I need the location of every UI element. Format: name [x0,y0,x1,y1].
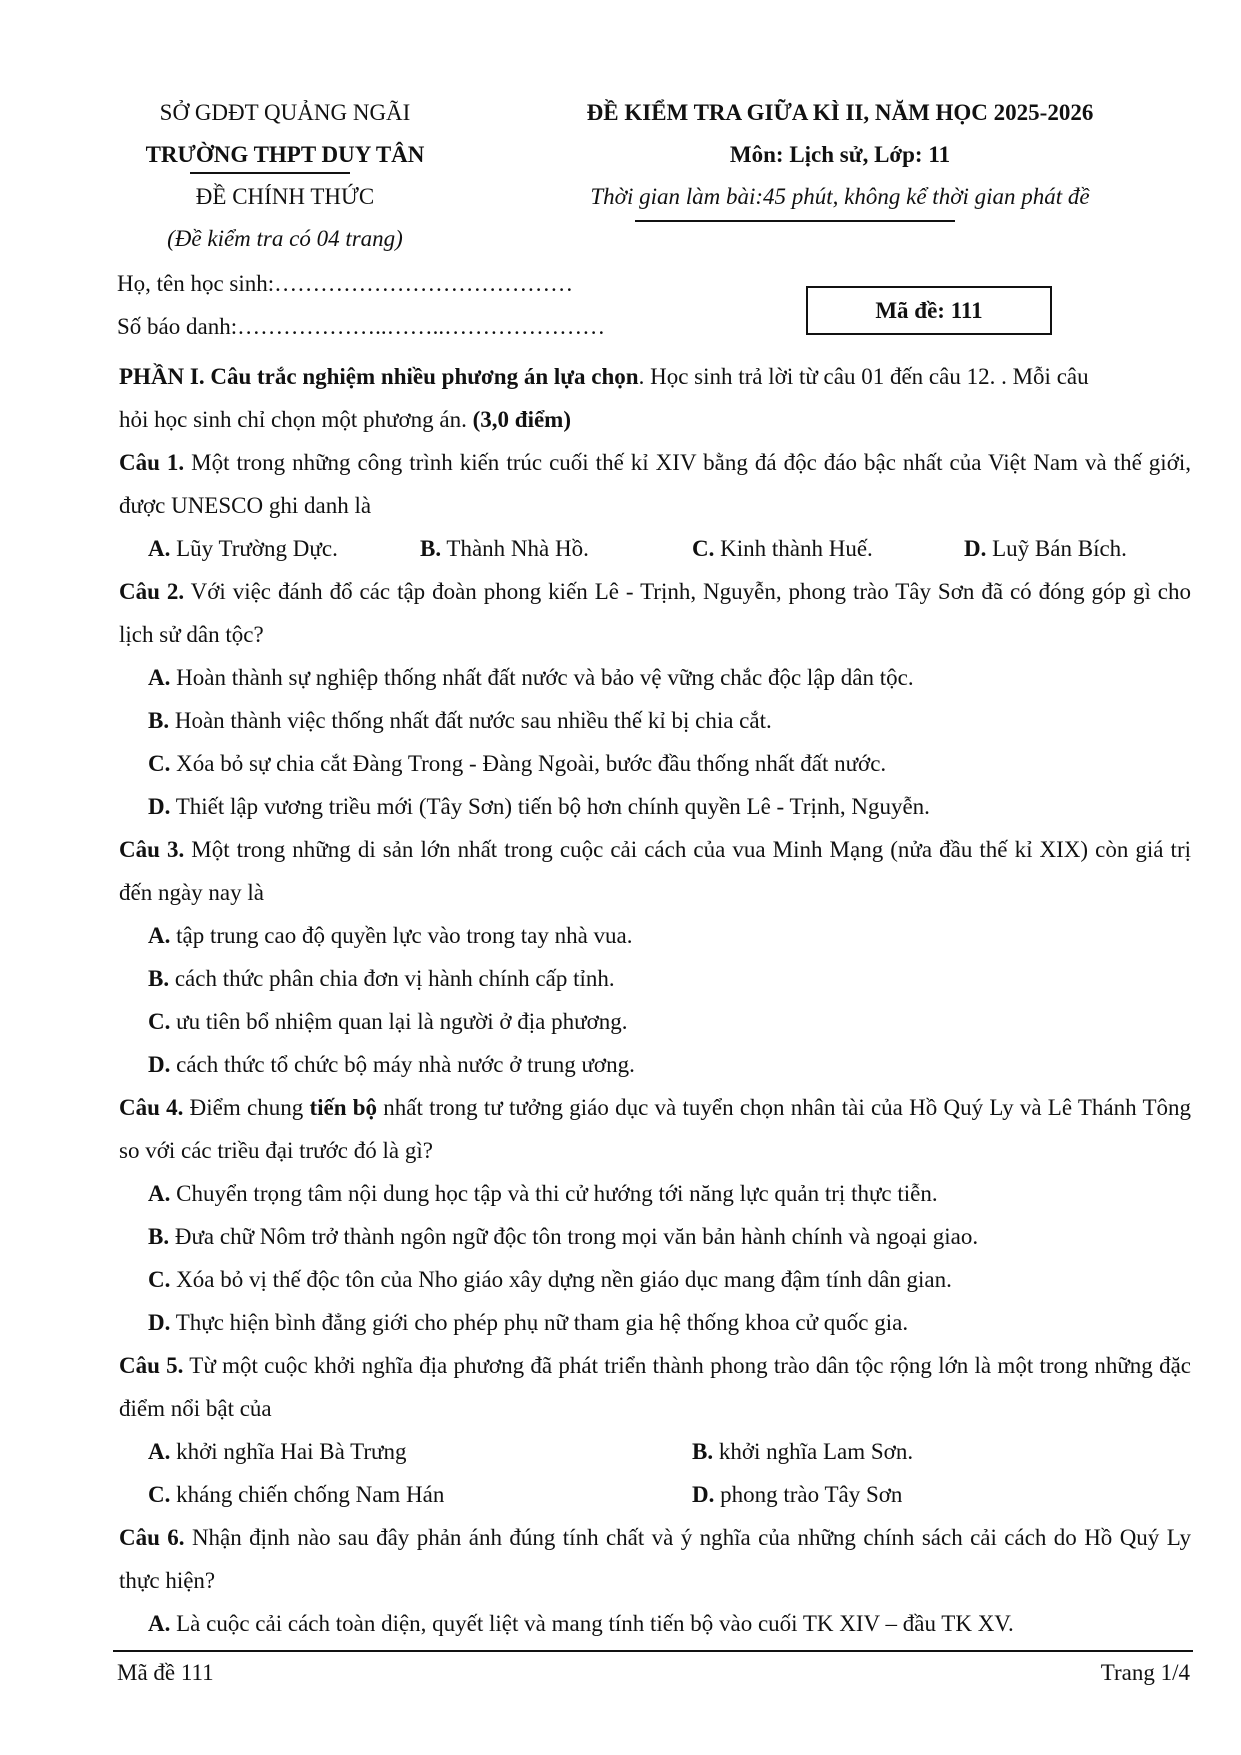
option-text: Hoàn thành sự nghiệp thống nhất đất nước và bảo vệ vững chắc độc lập dân tộc. [170,665,914,690]
option-label: C. [148,751,171,776]
question-emphasis: tiến bộ [309,1095,378,1120]
school-name: TRƯỜNG THPT DUY TÂN [145,142,425,167]
student-id-field: Số báo danh:………………..……..………………… [117,314,606,339]
option-label: D. [692,1482,715,1507]
option-label: A. [148,1439,171,1464]
question-text: Điểm chung [183,1095,310,1120]
option-text: Xóa bỏ sự chia cắt Đàng Trong - Đàng Ngoài, bước đầu thống nhất đất nước. [170,751,887,776]
question-label: Câu 1. [119,450,185,475]
option-label: A. [148,1611,171,1636]
option-label: C. [692,536,715,561]
option-3c[interactable] [148,1000,628,1043]
part1-title: PHẦN I. Câu trắc nghiệm nhiều phương án lựa chọn [119,364,639,389]
student-name-field: Họ, tên học sinh:………………………………… [117,271,574,296]
option-label: B. [148,966,170,991]
option-label: C. [148,1267,171,1292]
option-label: A. [148,923,171,948]
option-text: Thực hiện bình đẳng giới cho phép phụ nữ tham gia hệ thống khoa cử quốc gia. [170,1310,909,1335]
question-5 [119,1344,1191,1430]
option-text: Lũy Trường Dực. [170,536,338,561]
option-text: khởi nghĩa Lam Sơn. [713,1439,914,1464]
option-5a[interactable] [148,1430,406,1473]
option-text: phong trào Tây Sơn [714,1482,903,1507]
option-label: B. [420,536,442,561]
official-label: ĐỀ CHÍNH THỨC [195,184,375,209]
option-text: Đưa chữ Nôm trở thành ngôn ngữ độc tôn trong mọi văn bản hành chính và ngoại giao. [169,1224,979,1249]
exam-title: ĐỀ KIỂM TRA GIỮA KÌ II, NĂM HỌC 2025-2026 [586,100,1094,125]
part1-points: (3,0 điểm) [472,407,571,432]
option-2b[interactable] [148,699,772,742]
exam-subject: Môn: Lịch sử, Lớp: 11 [729,142,951,167]
question-text: Một trong những công trình kiến trúc cuối thế kỉ XIV bằng đá độc đáo bậc nhất của Việt Nam và thế giới, được UNESCO ghi danh là [119,450,1191,518]
option-text: Kinh thành Huế. [714,536,873,561]
option-label: A. [148,1181,171,1206]
option-2c[interactable] [148,742,886,785]
exam-code: Mã đề: 111 [875,298,983,323]
time-underline [635,220,955,222]
option-4d[interactable] [148,1301,908,1344]
option-label: A. [148,665,171,690]
option-3d[interactable] [148,1043,635,1086]
option-text: Chuyển trọng tâm nội dung học tập và thi cử hướng tới năng lực quản trị thực tiễn. [170,1181,938,1206]
option-label: D. [148,1052,171,1077]
question-2 [119,570,1191,656]
question-3 [119,828,1191,914]
option-1b[interactable] [420,527,589,570]
footer-rule [113,1650,1193,1652]
option-text: Hoàn thành việc thống nhất đất nước sau nhiều thế kỉ bị chia cắt. [169,708,772,733]
option-5d[interactable] [692,1473,902,1516]
question-label: Câu 3. [119,837,185,862]
option-label: B. [692,1439,714,1464]
option-5b[interactable] [692,1430,913,1473]
option-label: C. [148,1009,171,1034]
option-1d[interactable] [964,527,1127,570]
option-4c[interactable] [148,1258,952,1301]
option-text: Thiết lập vương triều mới (Tây Sơn) tiến bộ hơn chính quyền Lê - Trịnh, Nguyễn. [170,794,930,819]
option-4a[interactable] [148,1172,938,1215]
question-6 [119,1516,1191,1602]
part1-title-rest: . Học sinh trả lời từ câu 01 đến câu 12. . Mỗi câu [638,364,1089,389]
question-text: Với việc đánh đổ các tập đoàn phong kiến Lê - Trịnh, Nguyễn, phong trào Tây Sơn đã có đóng góp gì cho lịch sử dân tộc? [119,579,1191,647]
option-text: tập trung cao độ quyền lực vào trong tay nhà vua. [170,923,633,948]
option-1a[interactable] [148,527,338,570]
question-text: nhất trong tư tưởng giáo dục và tuyển chọn nhân tài của Hồ Quý Ly và Lê Thánh Tông so với các triều đại trước đó là gì? [119,1095,1192,1163]
question-label: Câu 4. [119,1095,184,1120]
part1-line2: hỏi học sinh chỉ chọn một phương án. [119,407,473,432]
option-2a[interactable] [148,656,914,699]
exam-time: Thời gian làm bài:45 phút, không kể thời gian phát đề [590,184,1090,209]
option-label: D. [148,794,171,819]
option-text: cách thức phân chia đơn vị hành chính cấp tỉnh. [169,966,615,991]
question-text: Một trong những di sản lớn nhất trong cuộc cải cách của vua Minh Mạng (nửa đầu thế kỉ XIX) còn giá trị đến ngày nay là [119,837,1191,905]
option-label: B. [148,1224,170,1249]
option-1c[interactable] [692,527,873,570]
option-4b[interactable] [148,1215,978,1258]
option-label: D. [148,1310,171,1335]
option-3a[interactable] [148,914,633,957]
footer-page-number: Trang 1/4 [1100,1660,1190,1685]
option-6a[interactable] [148,1602,1014,1645]
option-5c[interactable] [148,1473,444,1516]
pages-note: (Đề kiểm tra có 04 trang) [167,226,403,251]
question-label: Câu 5. [119,1353,184,1378]
option-label: D. [964,536,987,561]
option-text: Luỹ Bán Bích. [986,536,1127,561]
option-text: cách thức tổ chức bộ máy nhà nước ở trung ương. [170,1052,635,1077]
option-label: B. [148,708,170,733]
question-text: Từ một cuộc khởi nghĩa địa phương đã phát triển thành phong trào dân tộc rộng lớn là một trong những đặc điểm nổi bật của [119,1353,1191,1421]
exam-code-box [806,286,1052,335]
question-label: Câu 6. [119,1525,185,1550]
department-name: SỞ GDĐT QUẢNG NGÃI [159,100,411,125]
option-label: A. [148,536,171,561]
option-3b[interactable] [148,957,615,1000]
question-label: Câu 2. [119,579,185,604]
school-underline [190,172,350,174]
option-text: khởi nghĩa Hai Bà Trưng [170,1439,407,1464]
option-text: Thành Nhà Hồ. [441,536,589,561]
option-label: C. [148,1482,171,1507]
question-1 [119,441,1191,527]
option-text: Xóa bỏ vị thế độc tôn của Nho giáo xây dựng nền giáo dục mang đậm tính dân gian. [170,1267,952,1292]
option-2d[interactable] [148,785,930,828]
option-text: ưu tiên bổ nhiệm quan lại là người ở địa phương. [170,1009,628,1034]
part1-instructions [119,355,1191,441]
footer-exam-code: Mã đề 111 [117,1660,214,1685]
question-text: Nhận định nào sau đây phản ánh đúng tính chất và ý nghĩa của những chính sách cải cách do Hồ Quý Ly thực hiện? [119,1525,1191,1593]
option-text: Là cuộc cải cách toàn diện, quyết liệt và mang tính tiến bộ vào cuối TK XIV – đầu TK XV. [170,1611,1014,1636]
question-4 [119,1086,1191,1172]
option-text: kháng chiến chống Nam Hán [170,1482,445,1507]
